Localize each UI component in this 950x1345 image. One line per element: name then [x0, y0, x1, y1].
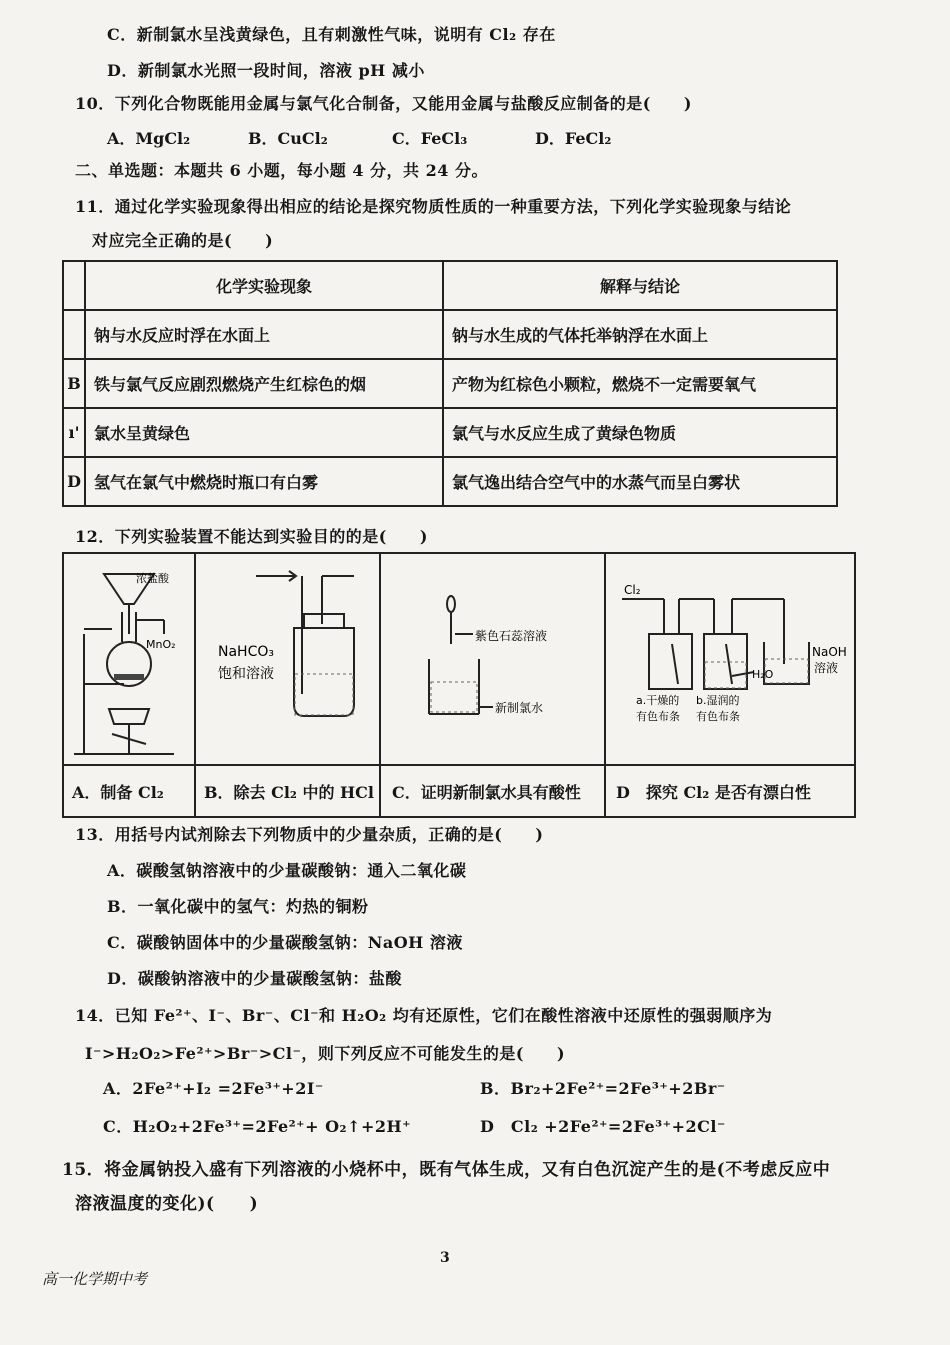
- q11-stem-line1: 11．通过化学实验现象得出相应的结论是探究物质性质的一种重要方法，下列化学实验现象与结论: [75, 197, 792, 216]
- row-conclusion: 产物为红棕色小颗粒，燃烧不一定需要氧气: [443, 359, 837, 408]
- litmus-label: 紫色石蕊溶液: [475, 629, 548, 643]
- q14-option-d: D Cl₂ +2Fe²⁺=2Fe³⁺+2Cl⁻: [480, 1117, 726, 1136]
- table-header-row: [63, 261, 837, 310]
- washing-bottle-diagram: [194, 554, 379, 764]
- naoh-solution-label: 溶液: [814, 661, 839, 675]
- q13-option-c: C．碳酸钠固体中的少量碳酸氢钠：NaOH 溶液: [107, 933, 463, 952]
- row-phenomenon: 钠与水反应时浮在水面上: [85, 310, 443, 359]
- caption-d: D 探究 Cl₂ 是否有漂白性: [616, 783, 811, 802]
- footer-label: 高一化学期中考: [42, 1270, 148, 1288]
- solution-level: [295, 674, 353, 715]
- row-label: D: [63, 457, 85, 506]
- q10-option-d: D．FeCl₂: [535, 129, 612, 148]
- caption-b: B．除去 Cl₂ 中的 HCl: [204, 783, 374, 802]
- water-label: H₂O: [752, 668, 774, 681]
- cl2-inlet-label: Cl₂: [624, 583, 641, 597]
- q10-option-c: C．FeCl₃: [392, 129, 468, 148]
- q9-option-c: C．新制氯水呈浅黄绿色，且有刺激性气味，说明有 Cl₂ 存在: [107, 25, 556, 44]
- row-phenomenon: 氢气在氯气中燃烧时瓶口有白雾: [85, 457, 443, 506]
- bleaching-test-diagram: [604, 554, 854, 764]
- q14-option-a: A．2Fe²⁺+I₂ =2Fe³⁺+2I⁻: [103, 1079, 324, 1098]
- q13-stem: 13．用括号内试剂除去下列物质中的少量杂质，正确的是( ): [75, 825, 544, 844]
- header-conclusion: 解释与结论: [443, 261, 837, 310]
- acid-label: 浓盐酸: [136, 572, 169, 585]
- q13-option-d: D．碳酸钠溶液中的少量碳酸氢钠：盐酸: [107, 969, 402, 988]
- wet-cloth-label-2: 有色布条: [696, 710, 740, 723]
- row-conclusion: 钠与水生成的气体托举钠浮在水面上: [443, 310, 837, 359]
- apparatus-captions: [64, 764, 854, 818]
- q11-stem-line2: 对应完全正确的是( ): [92, 231, 274, 250]
- row-label: ı': [63, 408, 85, 457]
- header-label-cell: [63, 261, 85, 310]
- row-conclusion: 氯气与水反应生成了黄绿色物质: [443, 408, 837, 457]
- row-phenomenon: 氯水呈黄绿色: [85, 408, 443, 457]
- q10-stem: 10．下列化合物既能用金属与氯气化合制备，又能用金属与盐酸反应制备的是( ): [75, 94, 692, 113]
- row-label: B: [63, 359, 85, 408]
- litmus-test-diagram: [379, 554, 604, 764]
- q15-stem-line2: 溶液温度的变化)( ): [75, 1194, 259, 1214]
- saturated-solution-label: 饱和溶液: [218, 666, 274, 682]
- nahco3-label: NaHCO₃: [218, 644, 274, 660]
- q10-option-a: A．MgCl₂: [107, 129, 191, 148]
- q13-option-a: A．碳酸氢钠溶液中的少量碳酸钠：通入二氧化碳: [107, 861, 467, 880]
- q9-option-d: D．新制氯水光照一段时间，溶液 pH 减小: [107, 61, 425, 80]
- q14-stem-line2: I⁻>H₂O₂>Fe²⁺>Br⁻>Cl⁻，则下列反应不可能发生的是( ): [85, 1044, 566, 1063]
- table-row: [63, 310, 837, 359]
- q14-option-c: C．H₂O₂+2Fe³⁺=2Fe²⁺+ O₂↑+2H⁺: [103, 1117, 412, 1136]
- q12-apparatus-figure: [62, 552, 856, 818]
- row-label: [63, 310, 85, 359]
- q14-stem-line1: 14．已知 Fe²⁺、I⁻、Br⁻、Cl⁻和 H₂O₂ 均有还原性，它们在酸性溶液中还原性的强弱顺序为: [75, 1006, 773, 1025]
- header-phenomenon: 化学实验现象: [85, 261, 443, 310]
- q13-option-b: B．一氧化碳中的氢气：灼热的铜粉: [107, 897, 369, 916]
- q15-stem-line1: 15．将金属钠投入盛有下列溶液的小烧杯中，既有气体生成，又有白色沉淀产生的是(不考虑反应中: [62, 1160, 831, 1180]
- row-phenomenon: 铁与氯气反应剧烈燃烧产生红棕色的烟: [85, 359, 443, 408]
- caption-c: C．证明新制氯水具有酸性: [392, 783, 581, 802]
- dry-cloth-label-2: 有色布条: [636, 710, 680, 723]
- mno2-label: MnO₂: [146, 638, 176, 651]
- page-number: 3: [440, 1250, 451, 1266]
- caption-a: A．制备 Cl₂: [72, 783, 164, 802]
- table-row: [63, 457, 837, 506]
- dry-cloth-label: a.干燥的: [636, 694, 680, 707]
- chlorine-water-level: [431, 682, 477, 712]
- liquid-level: [114, 674, 144, 680]
- q10-option-b: B．CuCl₂: [248, 129, 328, 148]
- q12-stem: 12．下列实验装置不能达到实验目的的是( ): [75, 527, 428, 546]
- table-row: [63, 408, 837, 457]
- chlorine-generator-diagram: [64, 554, 194, 764]
- section-heading: 二、单选题：本题共 6 小题，每小题 4 分，共 24 分。: [75, 161, 488, 180]
- naoh-label: NaOH: [812, 645, 847, 659]
- table-row: [63, 359, 837, 408]
- chlorine-water-label: 新制氯水: [495, 701, 544, 715]
- q14-option-b: B．Br₂+2Fe²⁺=2Fe³⁺+2Br⁻: [480, 1079, 726, 1098]
- row-conclusion: 氯气逸出结合空气中的水蒸气而呈白雾状: [443, 457, 837, 506]
- wet-cloth-label: b.湿润的: [696, 694, 740, 707]
- q11-table: [62, 260, 838, 507]
